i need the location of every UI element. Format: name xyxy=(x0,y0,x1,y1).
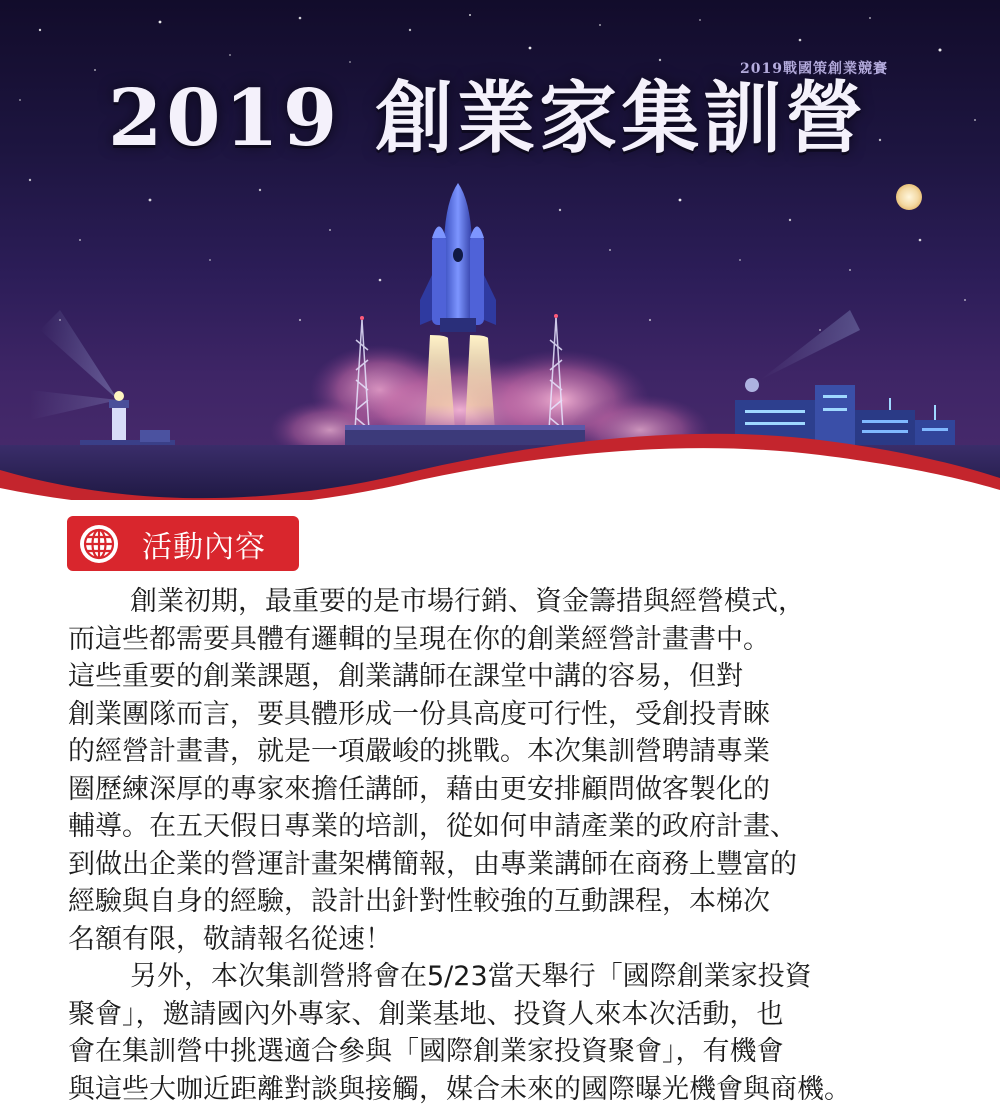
banner-subtitle: 2019戰國策創業競賽 xyxy=(740,61,888,77)
title-year: 2019 xyxy=(108,73,342,164)
paragraph-line: 而這些都需要具體有邏輯的呈現在你的創業經營計畫書中。 xyxy=(68,623,770,655)
paragraph-line: 的經營計畫書，就是一項嚴峻的挑戰。本次集訓營聘請專業 xyxy=(68,736,770,767)
paragraph-line: 另外，本次集訓營將會在5/23當天舉行「國際創業家投資 xyxy=(130,961,812,992)
paragraph-line: 名額有限，敬請報名從速！ xyxy=(68,923,392,955)
paragraph-line: 圈歷練深厚的專家來擔任講師，藉由更安排顧問做客製化的 xyxy=(68,773,770,805)
globe-icon xyxy=(78,523,120,565)
paragraph-line: 聚會」，邀請國內外專家、創業基地、投資人來本次活動，也 xyxy=(68,998,784,1030)
rocket xyxy=(420,183,496,332)
hero-banner xyxy=(0,0,1000,500)
title-text: 創業家集訓營 xyxy=(375,73,868,164)
paragraph-line: 到做出企業的營運計畫架構簡報，由專業講師在商務上豐富的 xyxy=(68,848,797,880)
section-header-activity xyxy=(67,516,299,571)
page-title xyxy=(108,73,908,164)
paragraph-line: 輔導。在五天假日專業的培訓，從如何申請產業的政府計畫、 xyxy=(68,811,797,842)
paragraph-line: 經驗與自身的經驗，設計出針對性較強的互動課程，本梯次 xyxy=(68,886,770,917)
paragraph-line: 創業團隊而言，要具體形成一份具高度可行性，受創投青睞 xyxy=(68,698,770,730)
section-label: 活動內容 xyxy=(142,529,266,565)
moon xyxy=(896,184,922,210)
paragraph-line: 創業初期，最重要的是市場行銷、資金籌措與經營模式， xyxy=(130,586,805,617)
activity-description xyxy=(68,583,998,1108)
paragraph-line: 這些重要的創業課題，創業講師在課堂中講的容易，但對 xyxy=(68,661,743,692)
paragraph-line: 與這些大咖近距離對談與接觸，媒合未來的國際曝光機會與商機。 xyxy=(68,1073,851,1105)
paragraph-line: 會在集訓營中挑選適合參與「國際創業家投資聚會」，有機會 xyxy=(68,1036,784,1067)
